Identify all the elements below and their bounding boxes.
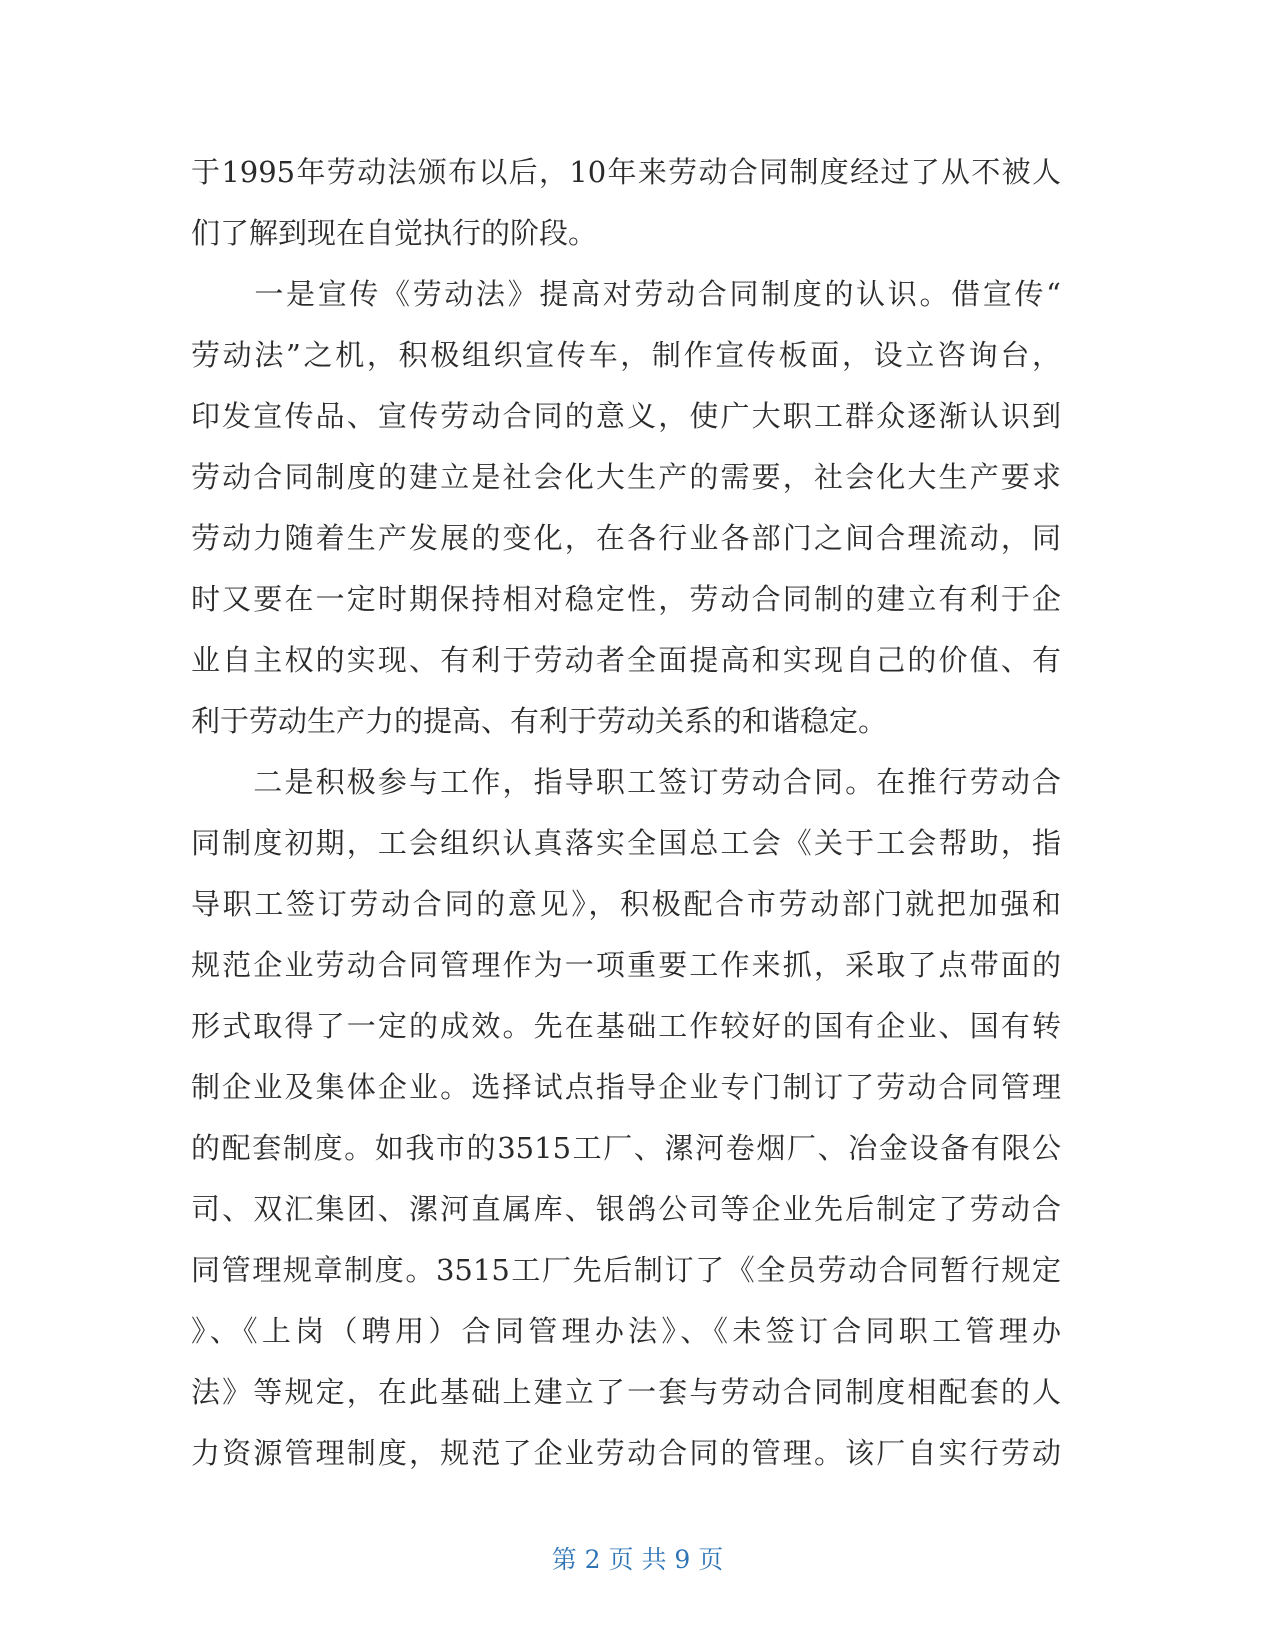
text-line: 司、双汇集团、漯河直属库、银鸽公司等企业先后制定了劳动合	[191, 1192, 1061, 1226]
text-line: 制企业及集体企业。选择试点指导企业专门制订了劳动合同管理	[191, 1070, 1061, 1104]
text-line: 的配套制度。如我市的3515工厂、漯河卷烟厂、冶金设备有限公	[191, 1131, 1061, 1165]
text-line: 》、《上岗（聘用）合同管理办法》、《未签订合同职工管理办	[191, 1314, 1061, 1348]
text-line: 劳动法”之机，积极组织宣传车，制作宣传板面，设立咨询台，	[191, 338, 1061, 372]
text-line: 规范企业劳动合同管理作为一项重要工作来抓，采取了点带面的	[191, 948, 1061, 982]
text-line: 一是宣传《劳动法》提高对劳动合同制度的认识。借宣传“	[191, 277, 1061, 311]
text-line: 法》等规定，在此基础上建立了一套与劳动合同制度相配套的人	[191, 1375, 1061, 1409]
text-line: 时又要在一定时期保持相对稳定性，劳动合同制的建立有利于企	[191, 582, 1061, 616]
text-line: 同制度初期，工会组织认真落实全国总工会《关于工会帮助，指	[191, 826, 1061, 860]
text-line: 劳动力随着生产发展的变化，在各行业各部门之间合理流动，同	[191, 521, 1061, 555]
text-line: 印发宣传品、宣传劳动合同的意义，使广大职工群众逐渐认识到	[191, 399, 1061, 433]
text-line: 力资源管理制度，规范了企业劳动合同的管理。该厂自实行劳动	[191, 1436, 1061, 1470]
text-line: 劳动合同制度的建立是社会化大生产的需要，社会化大生产要求	[191, 460, 1061, 494]
text-line: 业自主权的实现、有利于劳动者全面提高和实现自己的价值、有	[191, 643, 1061, 677]
text-line: 于1995年劳动法颁布以后，10年来劳动合同制度经过了从不被人	[191, 155, 1061, 189]
page-number-footer: 第 2 页 共 9 页	[551, 1545, 724, 1574]
text-line: 形式取得了一定的成效。先在基础工作较好的国有企业、国有转	[191, 1009, 1061, 1043]
text-line: 导职工签订劳动合同的意见》，积极配合市劳动部门就把加强和	[191, 887, 1061, 921]
text-line: 们了解到现在自觉执行的阶段。	[191, 216, 598, 250]
text-line: 利于劳动生产力的提高、有利于劳动关系的和谐稳定。	[191, 704, 888, 738]
text-line: 同管理规章制度。3515工厂先后制订了《全员劳动合同暂行规定	[191, 1253, 1061, 1287]
text-line: 二是积极参与工作，指导职工签订劳动合同。在推行劳动合	[191, 765, 1061, 799]
body-text	[191, 142, 1061, 1484]
